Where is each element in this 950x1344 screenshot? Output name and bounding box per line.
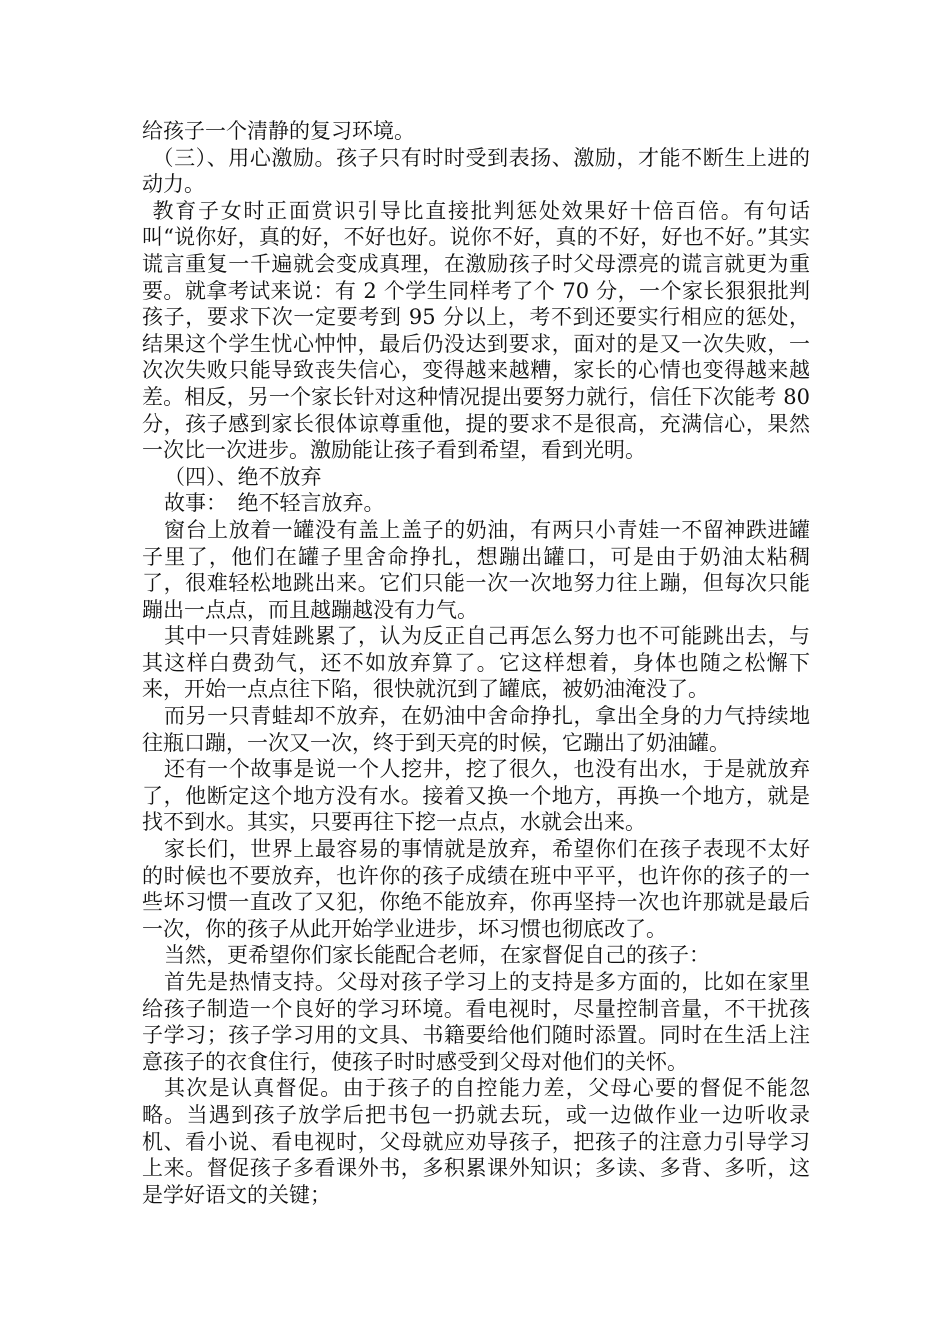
- document-page: [142, 118, 810, 1208]
- paragraph-encouragement-example: 教育子女时正面赏识引导比直接批判惩处效果好十倍百倍。有句话叫“说你好，真的好，不好也好。说你不好，真的不好，好也不好。”其实谎言重复一千遍就会变成真理，在激励孩子时父母漂亮的谎言就更为重要。就拿考试来说：有 2 个学生同样考了个 70 分，一个家长狠狠批判孩子，要求下次一定要考到 95 分以上，考不到还要实行相应的惩处，结果这个学生忧心忡忡，最后仍没达到要求，面对的是又一次失败，一次次失败只能导致丧失信心，变得越来越糟，家长的心情也变得越来越差。相反，另一个家长针对这种情况提出要努力就行，信任下次能考 80 分，孩子感到家长很体谅尊重他，提的要求不是很高，充满信心，果然一次比一次进步。激励能让孩子看到希望，看到光明。: [142, 198, 810, 463]
- paragraph-first-frog: 其中一只青娃跳累了，认为反正自己再怎么努力也不可能跳出去，与其这样白费劲气，还不如放弃算了。它这样想着，身体也随之松懈下来，开始一点点往下陷，很快就沉到了罐底，被奶油淹没了。: [142, 624, 810, 702]
- paragraph-warm-support: 首先是热情支持。父母对孩子学习上的支持是多方面的，比如在家里给孩子制造一个良好的学习环境。看电视时，尽量控制音量，不干扰孩子学习；孩子学习用的文具、书籍要给他们随时添置。同时在生活上注意孩子的衣食住行，使孩子时时感受到父母对他们的关怀。: [142, 970, 810, 1074]
- paragraph-parents-never-give-up: 家长们，世界上最容易的事情就是放弃，希望你们在孩子表现不太好的时候也不要放弃，也许你的孩子成绩在班中平平，也许你的孩子的一些坏习惯一直改了又犯，你绝不能放弃，你再坚持一次也许那就是最后一次，你的孩子从此开始学业进步，坏习惯也彻底改了。: [142, 837, 810, 941]
- paragraph-story-title: 故事： 绝不轻言放弃。: [164, 491, 385, 516]
- paragraph-section-four-heading: （四）、绝不放弃: [164, 464, 322, 489]
- paragraph-review-environment: 给孩子一个清静的复习环境。: [142, 119, 415, 143]
- paragraph-cooperate-with-teacher: 当然，更希望你们家长能配合老师，在家督促自己的孩子：: [164, 943, 711, 968]
- paragraph-well-digging-story: 还有一个故事是说一个人挖井，挖了很久，也没有出水，于是就放弃了，他断定这个地方没有水。接着又换一个地方，再换一个地方，就是找不到水。其实，只要再往下挖一点点，水就会出来。: [142, 757, 810, 835]
- paragraph-section-three-heading: （三）、用心激励。孩子只有时时受到表扬、激励，才能不断生上进的动力。: [142, 145, 810, 197]
- paragraph-frog-story-intro: 窗台上放着一罐没有盖上盖子的奶油，有两只小青娃一不留神跌进罐子里了，他们在罐子里舍命挣扎，想蹦出罐口，可是由于奶油太粘稠了，很难轻松地跳出来。它们只能一次一次地努力往上蹦，但每次只能蹦出一点点，而且越蹦越没有力气。: [142, 517, 810, 622]
- paragraph-careful-supervision: 其次是认真督促。由于孩子的自控能力差，父母心要的督促不能忽略。当遇到孩子放学后把书包一扔就去玩，或一边做作业一边听收录机、看小说、看电视时，父母就应劝导孩子，把孩子的注意力引导学习上来。督促孩子多看课外书，多积累课外知识；多读、多背、多听，这是学好语文的关键；: [142, 1076, 810, 1207]
- paragraph-second-frog: 而另一只青蛙却不放弃，在奶油中舍命挣扎，拿出全身的力气持续地往瓶口蹦，一次又一次，终于到天亮的时候，它蹦出了奶油罐。: [142, 704, 810, 755]
